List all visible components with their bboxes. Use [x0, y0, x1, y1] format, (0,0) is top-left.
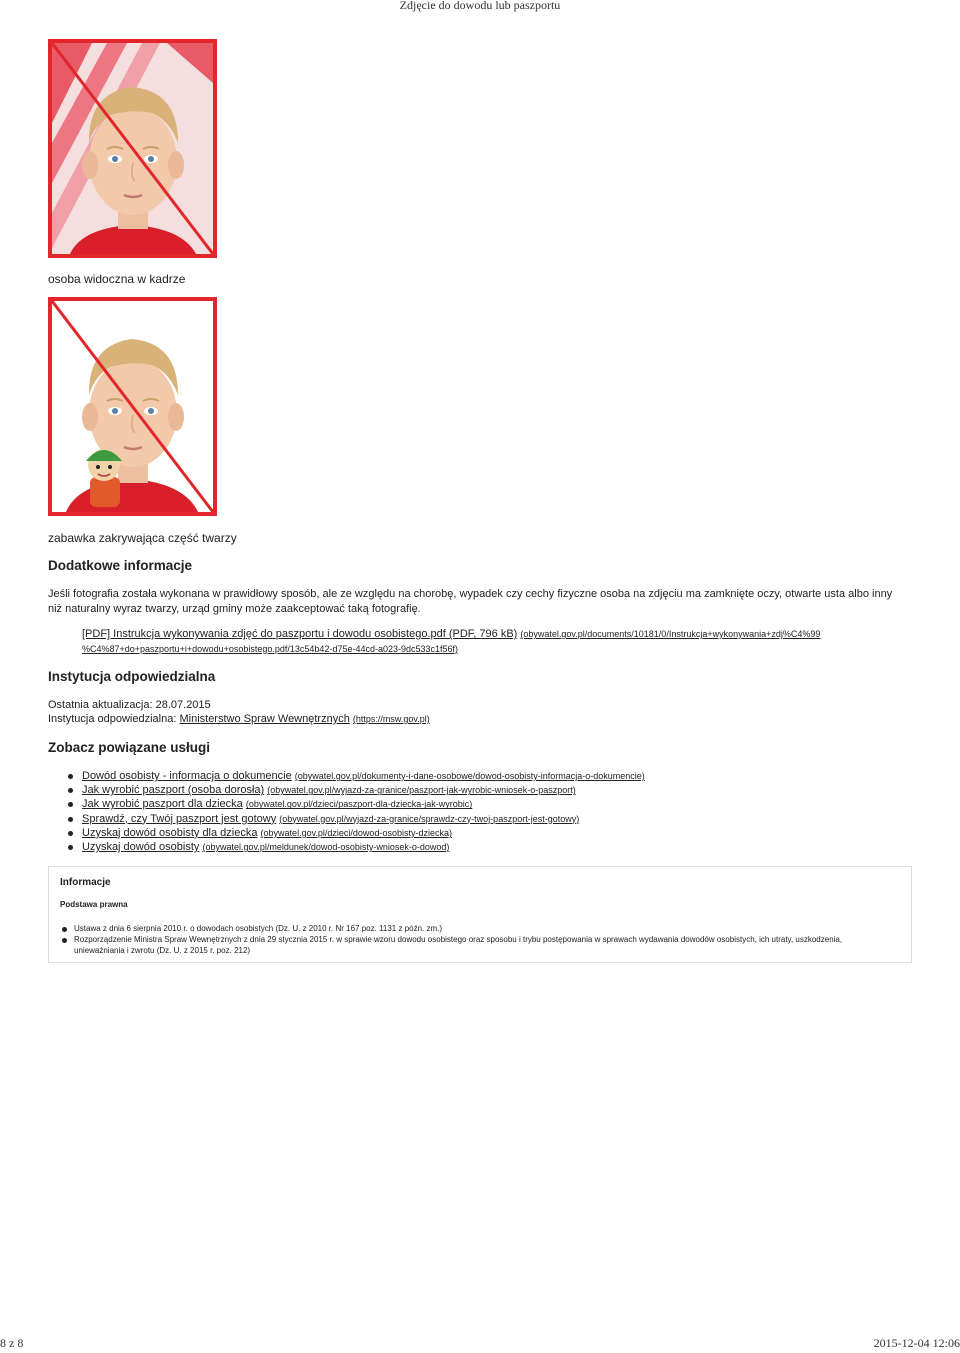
info-box-title: Informacje [60, 877, 111, 888]
institution-label: Instytucja odpowiedzialna: [48, 713, 180, 725]
service-url[interactable]: (obywatel.gov.pl/wyjazd-za-granice/sprawdz-czy-twoj-paszport-jest-gotowy) [279, 813, 580, 824]
last-update-text: Ostatnia aktualizacja: 28.07.2015 [48, 699, 211, 711]
child-with-toy-image [52, 301, 213, 512]
list-item [68, 797, 645, 811]
list-item [68, 783, 645, 797]
institution-url[interactable]: (https://msw.gov.pl) [352, 714, 430, 724]
pdf-link-label[interactable]: [PDF] Instrukcja wykonywania zdjęć do paszportu i dowodu osobistego.pdf (PDF, 796 kB) [82, 628, 518, 640]
bullet-icon [68, 788, 73, 793]
bullet-icon [62, 938, 67, 943]
service-url[interactable]: (obywatel.gov.pl/dzieci/dowod-osobisty-dziecka) [260, 827, 452, 838]
related-services-list [68, 769, 645, 854]
pdf-link-url[interactable]: (obywatel.gov.pl/documents/10181/0/Instrukcja+wykonywania+zdj%C4%99 %C4%87+do+paszportu+i+dowodu+osobistego.pdf/13c54b42-d75e-44cd-a023-9dc533c1f56f) [82, 629, 821, 654]
list-item [68, 840, 645, 854]
list-item [62, 923, 892, 934]
institution-link[interactable]: Ministerstwo Spraw Wewnętrznych [179, 713, 350, 725]
bullet-icon [68, 802, 73, 807]
service-link[interactable]: Sprawdź, czy Twój paszport jest gotowy [82, 812, 277, 825]
print-header-title: Zdjęcie do dowodu lub paszportu [399, 0, 561, 12]
additional-info-text: Jeśli fotografia została wykonana w prawidłowy sposób, ale ze względu na chorobę, wypadek czy cechy fizyczne osoba na zdjęciu ma zamknięte oczy, otwarte usta albo inny niż naturalny wyraz twarzy, urząd gminy może zaakceptować taką fotografię. [48, 588, 893, 615]
service-url[interactable]: (obywatel.gov.pl/meldunek/dowod-osobisty-wniosek-o-dowod) [202, 842, 450, 853]
example-caption: zabawka zakrywająca część twarzy [48, 531, 237, 545]
page-number: 8 z 8 [0, 1336, 24, 1350]
legal-basis-list [62, 923, 892, 956]
rejected-photo-example [48, 297, 217, 516]
section-heading-institution: Instytucja odpowiedzialna [48, 669, 216, 684]
service-url[interactable]: (obywatel.gov.pl/dokumenty-i-dane-osobowe/dowod-osobisty-informacja-o-dokumencie) [294, 771, 645, 781]
service-url[interactable]: (obywatel.gov.pl/dzieci/paszport-dla-dziecka-jak-wyrobic) [245, 799, 473, 810]
pdf-download-link[interactable] [82, 627, 902, 656]
service-link[interactable]: Jak wyrobić paszport dla dziecka [82, 798, 243, 811]
service-link[interactable]: Dowód osobisty - informacja o dokumencie [82, 770, 292, 782]
print-datetime: 2015-12-04 12:06 [873, 1336, 960, 1350]
section-heading-related-services: Zobacz powiązane usługi [48, 740, 211, 755]
bullet-icon [68, 845, 73, 850]
service-link[interactable]: Uzyskaj dowód osobisty [82, 841, 200, 854]
legal-basis-heading: Podstawa prawna [60, 900, 128, 909]
bullet-icon [68, 774, 73, 779]
list-item [68, 769, 645, 783]
bullet-icon [68, 831, 73, 836]
example-caption: osoba widoczna w kadrze [48, 272, 186, 286]
service-link[interactable]: Jak wyrobić paszport (osoba dorosła) [82, 784, 265, 797]
information-box [48, 866, 912, 963]
list-item [68, 812, 645, 826]
child-portrait-image [52, 43, 213, 254]
legal-act-text: Ustawa z dnia 6 sierpnia 2010 r. o dowodach osobistych (Dz. U. z 2010 r. Nr 167 poz. 1131 z późn. zm.) [74, 924, 443, 933]
bullet-icon [62, 927, 67, 932]
section-heading-additional-info: Dodatkowe informacje [48, 558, 193, 573]
rejected-photo-example [48, 39, 217, 258]
institution-line [48, 713, 430, 725]
list-item [68, 826, 645, 840]
list-item [62, 934, 892, 956]
bullet-icon [68, 817, 73, 822]
legal-act-text: Rozporządzenie Ministra Spraw Wewnętrznych z dnia 29 stycznia 2015 r. w sprawie wzoru dowodu osobistego oraz sposobu i trybu postępowania w sprawach wydawania dowodów osobistych, ich utraty, uszkodzenia, unieważniania i zwrotu (Dz. U. z 2015 r. poz. 212) [74, 935, 843, 955]
service-link[interactable]: Uzyskaj dowód osobisty dla dziecka [82, 826, 258, 839]
service-url[interactable]: (obywatel.gov.pl/wyjazd-za-granice/paszport-jak-wyrobic-wniosek-o-paszport) [267, 785, 576, 796]
